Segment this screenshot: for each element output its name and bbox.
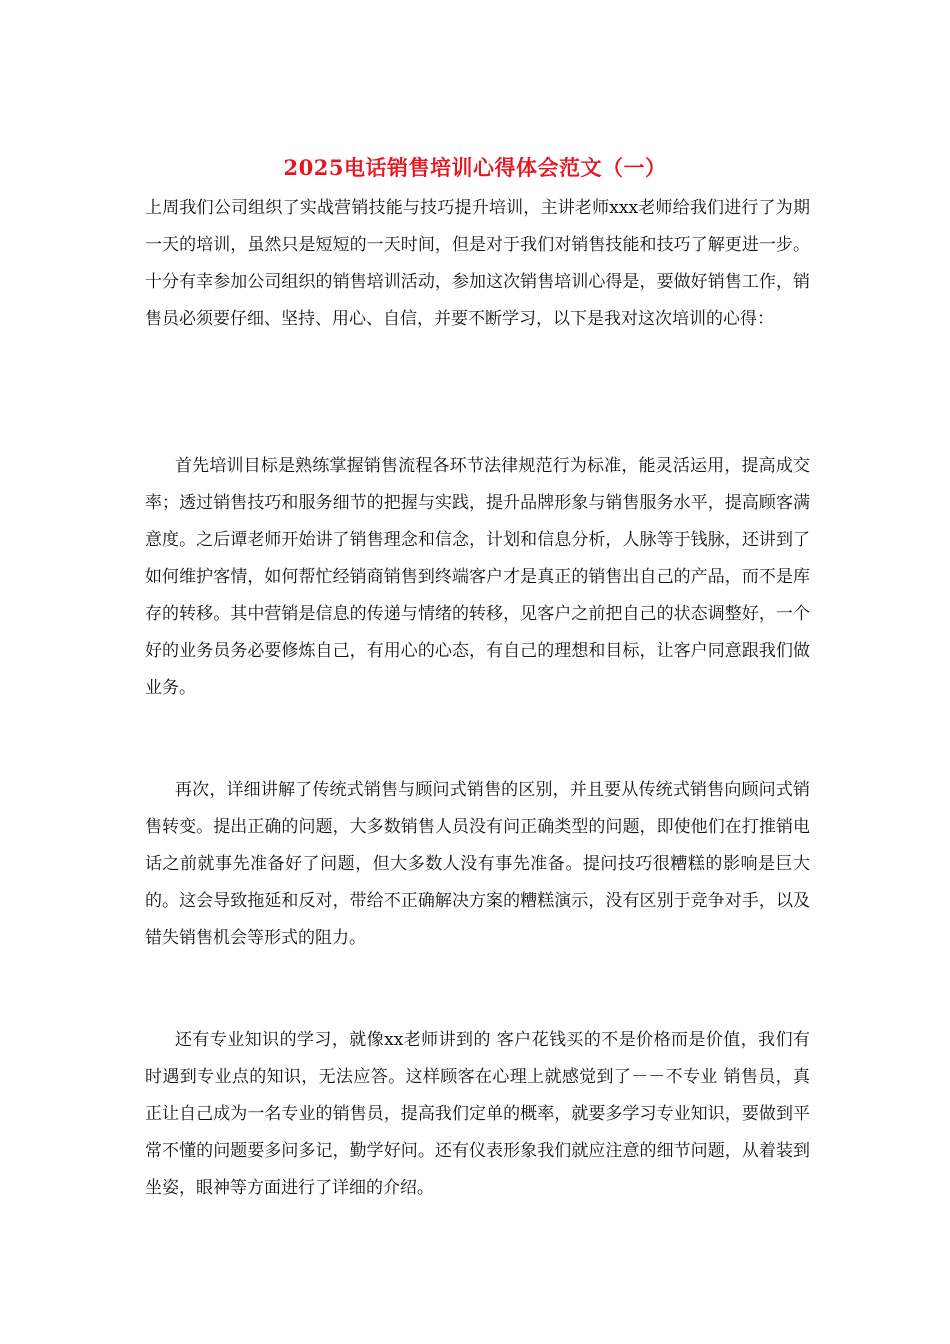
paragraph-2: 首先培训目标是熟练掌握销售流程各环节法律规范行为标准，能灵活运用，提高成交率；透过销售技巧和服务细节的把握与实践，提升品牌形象与销售服务水平，提高顾客满意度。之后谭老师开始讲了销售理念和信念，计划和信息分析，人脉等于钱脉，还讲到了如何维护客情，如何帮忙经销商销售到终端客户才是真正的销售出自己的产品，而不是库存的转移。其中营销是信息的传递与情绪的转移，见客户之前把自己的状态调整好，一个好的业务员务必要修炼自己，有用心的心态，有自己的理想和目标，让客户同意跟我们做业务。: [145, 456, 810, 698]
paragraph-4: 还有专业知识的学习，就像xx老师讲到的 客户花钱买的不是价格而是价值，我们有时遇到专业点的知识，无法应答。这样顾客在心理上就感觉到了－－不专业 销售员，真正让自己成为一名专业的销售员，提高我们定单的概率，就要多学习专业知识，要做到平常不懂的问题要多问多记，勤学好问。还有仪表形象我们就应注意的细节问题，从着装到坐姿，眼神等方面进行了详细的介绍。: [145, 1030, 810, 1198]
document-title: 2025电话销售培训心得体会范文（一）: [283, 155, 667, 180]
paragraph-1: 上周我们公司组织了实战营销技能与技巧提升培训，主讲老师xxx老师给我们进行了为期一天的培训，虽然只是短短的一天时间，但是对于我们对销售技能和技巧了解更进一步。十分有幸参加公司组织的销售培训活动，参加这次销售培训心得是，要做好销售工作，销售员必须要仔细、坚持、用心、自信，并要不断学习，以下是我对这次培训的心得：: [145, 198, 810, 329]
paragraph-3: 再次，详细讲解了传统式销售与顾问式销售的区别，并且要从传统式销售向顾问式销售转变。提出正确的问题，大多数销售人员没有问正确类型的问题，即使他们在打推销电话之前就事先准备好了问题，但大多数人没有事先准备。提问技巧很糟糕的影响是巨大的。这会导致拖延和反对，带给不正确解决方案的糟糕演示，没有区别于竞争对手，以及错失销售机会等形式的阻力。: [145, 780, 810, 948]
